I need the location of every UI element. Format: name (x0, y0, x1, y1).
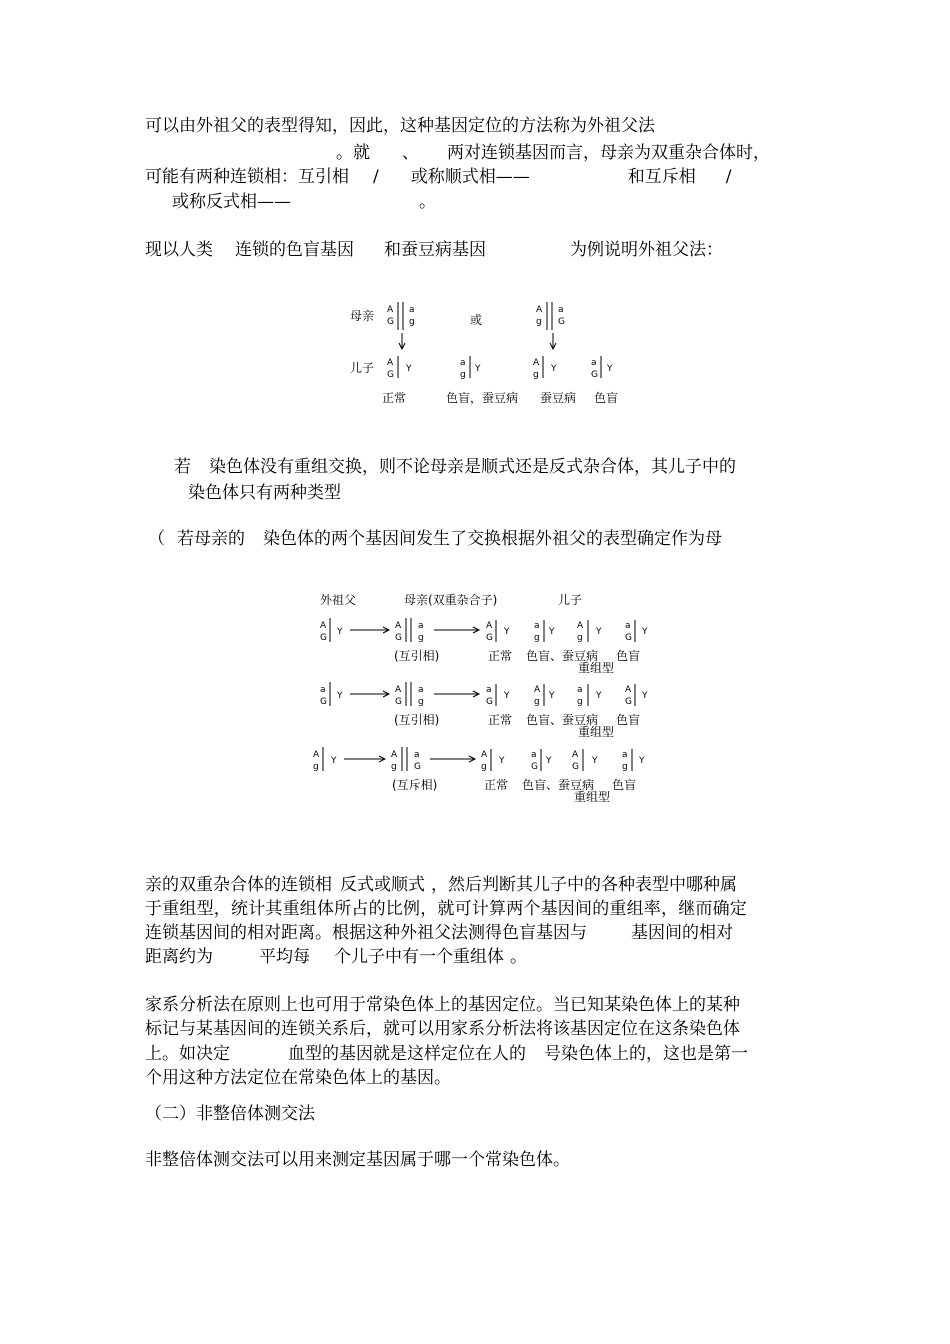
allele-A: A (534, 685, 541, 695)
allele-G: G (486, 697, 493, 707)
phenotype-colorblind: 色盲 (612, 778, 637, 792)
phenotype-normal: 正常 (488, 713, 513, 727)
allele-Y: Y (337, 691, 343, 701)
allele-a: a (409, 305, 415, 315)
header-son: 儿子 (558, 593, 583, 607)
phenotype-favism: 蚕豆病 (540, 391, 577, 405)
allele-g: g (534, 633, 540, 643)
allele-A: A (387, 358, 394, 368)
allele-g: g (409, 317, 415, 327)
allele-Y: Y (549, 627, 555, 637)
allele-g: g (391, 762, 397, 772)
p1-line1: 可以由外祖父的表型得知，因此，这种基因定位的方法称为外祖父法 (145, 116, 655, 136)
phase-label: (互引相) (394, 649, 440, 663)
p1-line3: 可能有两种连锁相：互引相 / 或称顺式相—— 和互斥相 / (145, 167, 732, 187)
p3-line1: 若 染色体没有重组交换，则不论母亲是顺式还是反式杂合体，其儿子中的 (174, 457, 736, 477)
recombinant-label: 重组型 (578, 661, 615, 675)
allele-Y: Y (504, 627, 510, 637)
allele-Y: Y (549, 691, 555, 701)
allele-g: g (418, 633, 424, 643)
phenotype-colorblind: 色盲 (616, 713, 641, 727)
p5-line3: 连锁基因间的相对距离。根据这种外祖父法测得色盲基因与 基因间的相对 (145, 923, 733, 943)
allele-a: a (591, 358, 597, 368)
allele-g: g (534, 697, 540, 707)
allele-g: g (577, 697, 583, 707)
phenotype-colorblind-favism: 色盲、蚕豆病 (522, 778, 595, 792)
mother-label: 母亲 (350, 309, 375, 323)
header-grandfather: 外祖父 (320, 593, 357, 607)
allele-A: A (320, 621, 327, 631)
allele-A: A (625, 685, 632, 695)
allele-a: a (414, 750, 420, 760)
allele-Y: Y (639, 756, 645, 766)
p4-line: （ 若母亲的 染色体的两个基因间发生了交换根据外祖父的表型确定作为母 (148, 529, 722, 549)
p1-line4: 或称反式相—— 。 (172, 192, 436, 212)
allele-A: A (481, 750, 488, 760)
allele-G: G (625, 633, 632, 643)
phenotype-colorblind: 色盲 (594, 391, 619, 405)
allele-g: g (577, 633, 583, 643)
allele-Y: Y (596, 691, 602, 701)
allele-G: G (395, 697, 402, 707)
allele-A: A (391, 750, 398, 760)
allele-a: a (418, 621, 424, 631)
allele-G: G (572, 762, 579, 772)
allele-G: G (414, 762, 421, 772)
allele-g: g (418, 697, 424, 707)
allele-Y: Y (475, 364, 481, 374)
allele-A: A (395, 685, 402, 695)
allele-Y: Y (596, 627, 602, 637)
allele-G: G (395, 633, 402, 643)
allele-Y: Y (337, 627, 343, 637)
allele-a: a (531, 750, 537, 760)
phase-label: (互斥相) (392, 778, 438, 792)
allele-a: a (558, 305, 564, 315)
header-mother: 母亲(双重杂合子) (404, 593, 498, 607)
p7-line: 非整倍体测交法可以用来测定基因属于哪一个常染色体。 (145, 1150, 570, 1170)
allele-A: A (572, 750, 579, 760)
allele-Y: Y (406, 364, 412, 374)
p1-line2: 。就 、 两对连锁基因而言，母亲为双重杂合体时， (336, 143, 770, 163)
allele-g: g (536, 317, 542, 327)
allele-G: G (531, 762, 538, 772)
phenotype-normal: 正常 (382, 391, 407, 405)
allele-a: a (418, 685, 424, 695)
allele-g: g (622, 762, 628, 772)
allele-G: G (591, 370, 598, 380)
p5-line2: 于重组型，统计其重组体所占的比例，就可计算两个基因间的重组率，继而确定 (145, 899, 747, 919)
allele-Y: Y (499, 756, 505, 766)
allele-a: a (534, 621, 540, 631)
p5-line4: 距离约为 平均每 个儿子中有一个重组体 。 (145, 947, 527, 967)
p2-line: 现以人类 连锁的色盲基因 和蚕豆病基因 为例说明外祖父法： (145, 240, 723, 260)
p5-line1: 亲的双重杂合体的连锁相 反式或顺式 ，然后判断其儿子中的各种表型中哪种属 (145, 875, 737, 895)
p6-line1: 家系分析法在原则上也可用于常染色体上的基因定位。当已知某染色体上的某种 (145, 995, 740, 1015)
allele-g: g (481, 762, 487, 772)
allele-A: A (577, 621, 584, 631)
p6-line3: 上。如决定 血型的基因就是这样定位在人的 号染色体上的，这也是第一 (145, 1044, 748, 1064)
allele-Y: Y (592, 756, 598, 766)
allele-G: G (486, 633, 493, 643)
allele-Y: Y (642, 691, 648, 701)
phenotype-colorblind-favism: 色盲、蚕豆病 (526, 713, 599, 727)
allele-A: A (395, 621, 402, 631)
p3-line2: 染色体只有两种类型 (188, 483, 341, 503)
allele-Y: Y (331, 756, 337, 766)
recombinant-label: 重组型 (578, 725, 615, 739)
allele-a: a (577, 685, 583, 695)
allele-A: A (387, 305, 394, 315)
allele-A: A (533, 358, 540, 368)
phenotype-colorblind-favism: 色盲，蚕豆病 (446, 391, 519, 405)
p6-line4: 个用这种方法定位在常染色体上的基因。 (145, 1068, 451, 1088)
allele-A: A (486, 621, 493, 631)
allele-g: g (313, 762, 319, 772)
allele-Y: Y (546, 756, 552, 766)
allele-A: A (313, 750, 320, 760)
allele-G: G (320, 697, 327, 707)
allele-a: a (486, 685, 492, 695)
phenotype-normal: 正常 (488, 649, 513, 663)
allele-a: a (622, 750, 628, 760)
allele-G: G (625, 697, 632, 707)
allele-Y: Y (642, 627, 648, 637)
section-heading: （二）非整倍体测交法 (145, 1104, 315, 1124)
or-label: 或 (470, 313, 483, 327)
allele-a: a (625, 621, 631, 631)
allele-G: G (320, 633, 327, 643)
allele-a: a (320, 685, 326, 695)
allele-Y: Y (551, 364, 557, 374)
allele-g: g (460, 370, 466, 380)
allele-G: G (387, 317, 394, 327)
allele-Y: Y (504, 691, 510, 701)
phenotype-colorblind-favism: 色盲、蚕豆病 (526, 649, 599, 663)
p6-line2: 标记与某基因间的连锁关系后，就可以用家系分析法将该基因定位在这条染色体 (145, 1019, 740, 1039)
allele-G: G (387, 370, 394, 380)
phenotype-normal: 正常 (484, 778, 509, 792)
allele-G: G (558, 317, 565, 327)
allele-Y: Y (607, 364, 613, 374)
phase-label: (互引相) (394, 713, 440, 727)
allele-A: A (536, 305, 543, 315)
son-label: 儿子 (350, 361, 375, 375)
allele-g: g (533, 370, 539, 380)
recombinant-label: 重组型 (574, 790, 611, 804)
allele-a: a (460, 358, 466, 368)
phenotype-colorblind: 色盲 (616, 649, 641, 663)
